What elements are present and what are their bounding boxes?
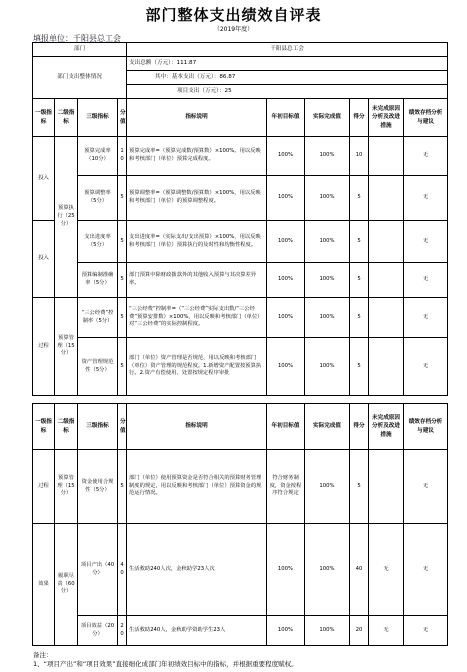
cell-target: 100%	[267, 137, 305, 176]
header-l2: 二级指标	[55, 99, 78, 137]
report-year: （2019年度）	[213, 26, 254, 33]
table-row	[33, 524, 448, 616]
header-score: 分值	[118, 99, 127, 137]
cell-score: 5	[118, 263, 127, 298]
header-score: 分值	[118, 404, 127, 450]
cell-l1: 过程	[33, 298, 55, 396]
cell-l2: 履职尽责（60分）	[55, 524, 78, 646]
page-title: 部门整体支出绩效自评表	[145, 6, 322, 24]
header-reason: 未完成原因分析及改进措施	[369, 404, 404, 450]
cell-actual: 100%	[305, 450, 350, 524]
table-row	[33, 176, 448, 221]
cell-got: 5	[350, 221, 369, 263]
cell-l3: “三公经费”控制率（5分）	[78, 298, 118, 338]
header-l1: 一级指标	[33, 404, 55, 450]
table-row	[33, 221, 448, 263]
cell-actual: 100%	[305, 263, 350, 298]
cell-reason: 无	[369, 616, 404, 646]
evaluation-table-top	[32, 42, 448, 396]
cell-desc: 部门（单位）使用预算资金是否符合相关的预算财务管理制度的规定，用以反映和考核部门（单位）预算资金的规范运行情况。	[127, 450, 267, 524]
cell-actual: 100%	[305, 176, 350, 221]
cell-desc: 生活救助240人次，金秋助学23人次	[127, 524, 267, 616]
cell-advice: 无	[404, 263, 448, 298]
header-target: 年初目标值	[267, 404, 305, 450]
header-reason: 未完成原因分析及改进措施	[369, 99, 404, 137]
cell-advice: 无	[404, 524, 448, 616]
cell-l3: 支出进度率（5分）	[78, 221, 118, 263]
cell-reason	[369, 263, 404, 298]
cell-target: 100%	[267, 338, 305, 396]
header-actual: 实际完成值	[305, 404, 350, 450]
cell-got: 5	[350, 338, 369, 396]
cell-l3: 预算完成率（10分）	[78, 137, 118, 176]
cell-score: 5	[118, 338, 127, 396]
cell-advice: 无	[404, 221, 448, 263]
cell-score: 20	[118, 616, 127, 646]
header-l3: 三级指标	[78, 404, 118, 450]
cell-target: 100%	[267, 524, 305, 616]
cell-reason	[369, 450, 404, 524]
cell-got: 40	[350, 524, 369, 616]
cell-advice: 无	[404, 338, 448, 396]
cell-desc: 部门预算中除财政拨款外的其他收入预算与其决算差异率。	[127, 263, 267, 298]
cell-l3: 预算调整率（5分）	[78, 176, 118, 221]
cell-l3: 项目产出（40分）	[78, 524, 118, 616]
dept-value: 千阳县总工会	[127, 43, 448, 57]
cell-actual: 100%	[305, 298, 350, 338]
cell-target: 100%	[267, 221, 305, 263]
cell-target: 100%	[267, 176, 305, 221]
cell-l3: 资产管理规范性（5分）	[78, 338, 118, 396]
cell-l2: 预算管理（15分）	[55, 450, 78, 524]
header-actual: 实际完成值	[305, 99, 350, 137]
cell-advice: 无	[404, 298, 448, 338]
cell-reason: 无	[369, 524, 404, 616]
evaluation-table-bottom	[32, 403, 448, 646]
cell-got: 10	[350, 137, 369, 176]
footnote-text: 1、“项目产出”和“项目效果”直接细化成部门年初绩效目标中的指标，并根据重要程度赋权。	[33, 659, 298, 668]
basic-expense: 其中：基本支出（万元）：86.87	[127, 71, 448, 85]
cell-l1: 过程	[33, 450, 55, 524]
cell-target: 100%	[267, 616, 305, 646]
cell-advice: 无	[404, 450, 448, 524]
project-expense: 项目支出（万元）：25	[127, 85, 448, 99]
cell-reason	[369, 137, 404, 176]
cell-score: 5	[118, 298, 127, 338]
footnote	[33, 651, 298, 669]
cell-actual: 100%	[305, 137, 350, 176]
cell-target: 符合财务制度，资金按程序符合规定	[267, 450, 305, 524]
cell-l2: 预算管理（15分）	[55, 298, 78, 396]
cell-reason	[369, 221, 404, 263]
cell-l1: 投入	[33, 137, 55, 221]
cell-got: 5	[350, 263, 369, 298]
cell-l1: 投入	[33, 221, 55, 298]
cell-l2: 预算执行（25分）	[55, 137, 78, 298]
cell-l3: 预算编制准确率（5分）	[78, 263, 118, 298]
cell-advice: 无	[404, 616, 448, 646]
header-l3: 三级指标	[78, 99, 118, 137]
header-got: 得分	[350, 404, 369, 450]
header-advice: 绩效存档分析与建议	[404, 404, 448, 450]
cell-l3: 项目效益（20分）	[78, 616, 118, 646]
cell-desc: 支出进度率=（实际支出/支出预算）×100%，用以反映和考核部门（单位）预算执行的及时性和均衡性程度。	[127, 221, 267, 263]
cell-desc: 部门（单位）资产管理是否规范，用以反映和考核部门（单位）资产管理的规范程度。1.新增资产配置按预算执行。2.资产有偿使用、处置按规定程序审批	[127, 338, 267, 396]
cell-reason	[369, 176, 404, 221]
cell-desc: 生活救助240人，金秋助学资助学生23人	[127, 616, 267, 646]
overall-label: 部门支出整体情况	[33, 57, 127, 99]
cell-reason	[369, 338, 404, 396]
header-advice: 绩效存档分析与建议	[404, 99, 448, 137]
cell-advice: 无	[404, 137, 448, 176]
cell-l1: 效果	[33, 524, 55, 646]
cell-got: 5	[350, 450, 369, 524]
cell-score: 40	[118, 524, 127, 616]
cell-target: 100%	[267, 263, 305, 298]
cell-desc: 预算完成率=（预算完成数/预算数）×100%。用以反映和考核部门（单位）预算完成程度。	[127, 137, 267, 176]
header-got: 得分	[350, 99, 369, 137]
cell-target: 100%	[267, 298, 305, 338]
total-expense: 支出总额（万元）：111.87	[127, 57, 448, 71]
cell-got: 5	[350, 298, 369, 338]
reporting-unit: 填报单位：千阳县总工会	[33, 34, 121, 43]
table-header	[33, 99, 448, 137]
table-row	[33, 616, 448, 646]
cell-desc: 预算调整率=（预算调整数/预算数）×100%，用以反映和考核部门（单位）的预算调整程度。	[127, 176, 267, 221]
cell-got: 20	[350, 616, 369, 646]
header-desc: 指标说明	[127, 99, 267, 137]
header-l2: 二级指标	[55, 404, 78, 450]
cell-desc: “三公经费”控制率=（“三公经费”实际支出数/“三公经费”预算安排数）×100%，用以反映和考核部门（单位）对“三公经费”的实际控制程度。	[127, 298, 267, 338]
cell-score: 5	[118, 221, 127, 263]
table-row	[33, 137, 448, 176]
cell-reason	[369, 298, 404, 338]
cell-actual: 100%	[305, 221, 350, 263]
cell-actual: 100%	[305, 338, 350, 396]
table-row	[33, 338, 448, 396]
cell-got: 5	[350, 176, 369, 221]
table-header	[33, 404, 448, 450]
footnote-label: 备注：	[33, 651, 53, 659]
header-l1: 一级指标	[33, 99, 55, 137]
header-target: 年初目标值	[267, 99, 305, 137]
table-row	[33, 450, 448, 524]
cell-advice: 无	[404, 176, 448, 221]
header-desc: 指标说明	[127, 404, 267, 450]
dept-label: 部门	[33, 43, 127, 57]
cell-score: 5	[118, 176, 127, 221]
table-row	[33, 263, 448, 298]
cell-l3: 资金使用合规性（5分）	[78, 450, 118, 524]
cell-score: 5	[118, 450, 127, 524]
cell-actual: 100%	[305, 524, 350, 616]
cell-actual: 100%	[305, 616, 350, 646]
cell-score: 10	[118, 137, 127, 176]
table-row	[33, 298, 448, 338]
